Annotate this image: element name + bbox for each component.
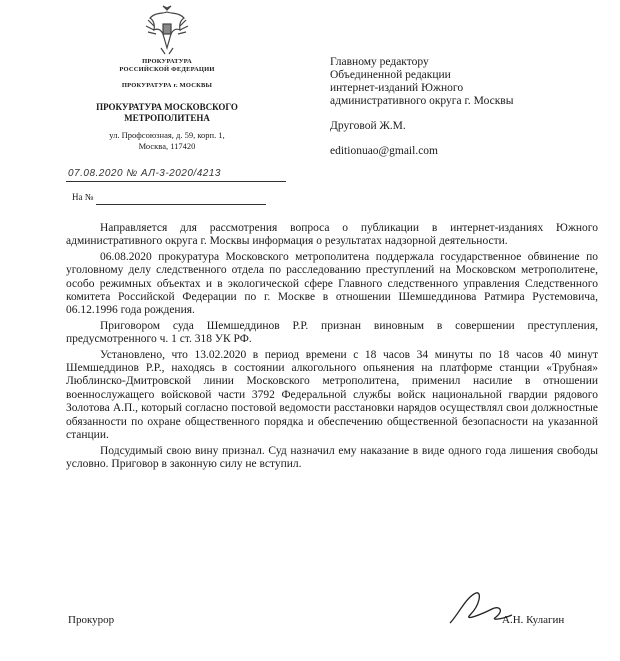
recipient-name: Друговой Ж.М. — [330, 120, 406, 132]
paragraph: 06.08.2020 прокуратура Московского метрополитена поддержала государственное обвинение по уголовному делу следственного отдела по расследованию преступлений на Московском метрополитене, особо режимных объектах и в экологической сфере Главного следственного управления Следственного комитета Российской Федерации по г. Москве в отношении Шемшеддинова Ратмира Рустемовича, 06.12.1996 года рождения. — [66, 250, 598, 317]
org-name-line1: ПРОКУРАТУРА — [142, 58, 192, 65]
recipient-email: editionuao@gmail.com — [330, 145, 438, 157]
org-name-line2: РОССИЙСКОЙ ФЕДЕРАЦИИ — [119, 66, 215, 73]
signatory-title: Прокурор — [68, 614, 115, 626]
reference-underline — [66, 181, 286, 182]
outgoing-reference: 07.08.2020 № АЛ-3-2020/4213 — [68, 168, 221, 179]
paragraph: Установлено, что 13.02.2020 в период времени с 18 часов 34 минуты по 18 часов 40 минут Шемшеддинов Р.Р., находясь в состоянии алкогольного опьянения на платформе станции «Трубная» Люблинско-Дмитровской линии Московского метрополитена, применил насилие в отношении военнослужащего войсковой части 3792 Федеральной службы войск национальной гвардии рядового Золотова А.П., который согласно постовой ведомости расстановки нарядов осуществлял свои должностные обязанности по охране общественного порядка и обеспечению общественной безопасности на указанной станции. — [66, 348, 598, 442]
recipient-line3: интернет-изданий Южного — [330, 82, 464, 94]
coat-of-arms-icon — [144, 4, 190, 56]
address-line2: Москва, 117420 — [138, 141, 196, 151]
recipient-line1: Главному редактору — [330, 56, 429, 68]
incoming-ref-underline — [96, 204, 266, 205]
incoming-ref-label: На № — [72, 192, 94, 202]
org-name-line3: ПРОКУРАТУРА г. МОСКВЫ — [121, 82, 213, 89]
recipient-line4: административного округа г. Москвы — [330, 95, 514, 107]
org-main-line2: МЕТРОПОЛИТЕНА — [124, 113, 210, 123]
recipient-block — [330, 56, 610, 158]
paragraph: Приговором суда Шемшеддинов Р.Р. признан виновным в совершении преступления, предусмотренного ч. 1 ст. 318 УК РФ. — [66, 319, 598, 346]
paragraph: Подсудимый свою вину признал. Суд назначил ему наказание в виде одного года лишения свободы условно. Приговор в законную силу не вступил. — [66, 444, 598, 470]
org-main-line1: ПРОКУРАТУРА МОСКОВСКОГО — [96, 102, 238, 112]
signatory-name: А.Н. Кулагин — [502, 614, 565, 626]
letterhead — [62, 4, 272, 152]
paragraph: Направляется для рассмотрения вопроса о публикации в интернет-изданиях Южного административного округа г. Москвы информация о результатах надзорной деятельности. — [66, 222, 598, 248]
letter-body — [66, 222, 598, 471]
address-line1: ул. Профсоюзная, д. 59, корп. 1, — [109, 130, 225, 140]
recipient-line2: Объединенной редакции — [330, 69, 451, 81]
